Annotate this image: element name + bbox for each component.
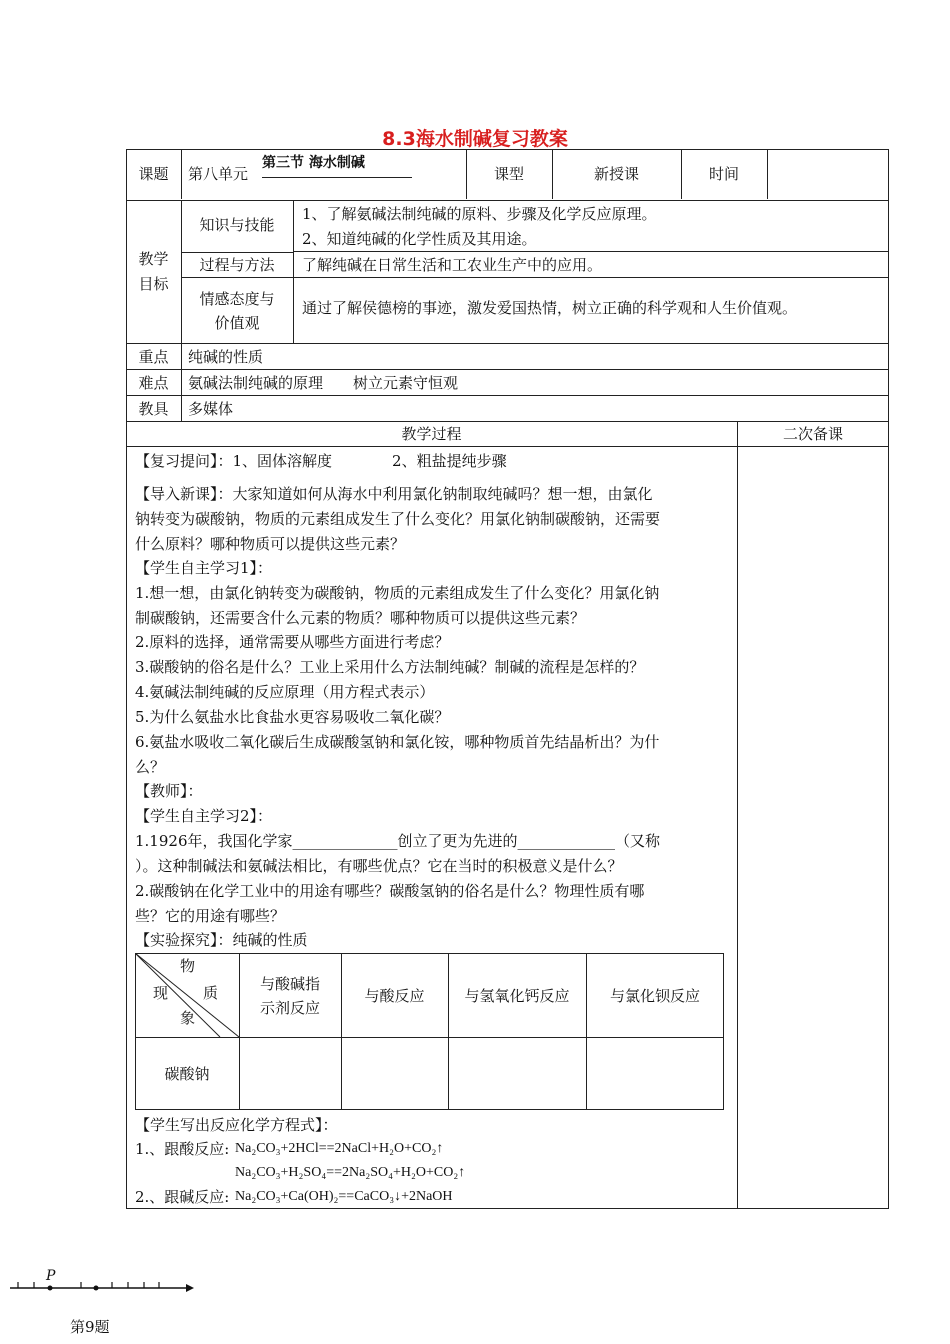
tools-text: 多媒体 (188, 400, 234, 418)
page-title: 8.3海水制碱复习教案 (382, 128, 568, 150)
equation-3: Na₂CO₃+Ca(OH)₂==CaCO₃↓+2NaOH (235, 1189, 453, 1204)
col-barium-chloride: 与氯化钡反应 (609, 987, 700, 1005)
question-6a: 6.氨盐水吸收二氧化碳后生成碳酸氢钠和氯化铵，哪种物质首先结晶析出？为什 (135, 733, 660, 751)
section-field: 第三节 海水制碱 (262, 155, 412, 178)
col-divider (737, 421, 738, 1209)
time-label: 时间 (708, 165, 739, 183)
row-divider (181, 277, 889, 278)
row-divider (181, 252, 293, 253)
experiment-title: 【实验探究】：纯碱的性质 (135, 931, 308, 949)
key-text: 纯碱的性质 (188, 348, 264, 366)
self-study-1-title: 【学生自主学习1】： (135, 559, 273, 577)
emotion-label-1: 情感态度与 (199, 290, 275, 308)
process-text: 了解纯碱在日常生活和工农业生产中的应用。 (302, 256, 603, 274)
eq1-prefix: 1.、跟酸反应: (135, 1140, 230, 1158)
difficulty-text: 氨碱法制纯碱的原理 树立元素守恒观 (188, 374, 459, 392)
keti-label: 课题 (138, 165, 169, 183)
goals-label-1: 教学 (138, 250, 169, 268)
row-divider (126, 369, 889, 370)
row-divider (126, 343, 889, 344)
exp-col-divider (586, 953, 587, 1110)
question-6b: 么？ (135, 758, 166, 776)
emotion-label-2: 价值观 (214, 314, 260, 332)
question-5: 5.为什么氨盐水比食盐水更容易吸收二氧化碳？ (135, 708, 450, 726)
row-divider (293, 251, 889, 252)
type-label: 课型 (493, 165, 524, 183)
equation-1: Na₂CO₃+2HCl==2NaCl+H₂O+CO₂↑ (235, 1141, 444, 1156)
col-acid: 与酸反应 (364, 987, 425, 1005)
question-1b: 制碳酸钠，还需要含什么元素的物质？哪种物质可以提供这些元素？ (135, 609, 586, 627)
diag-label-xian: 现 (153, 984, 169, 1002)
col-indicator-2: 示剂反应 (259, 999, 320, 1017)
col-indicator-1: 与酸碱指 (259, 975, 320, 993)
s2-question-1a: 1.1926年，我国化学家______________创立了更为先进的_____________（又称 (135, 832, 660, 850)
s2-question-2a: 2.碳酸钠在化学工业中的用途有哪些？碳酸氢钠的俗名是什么？物理性质有哪 (135, 882, 645, 900)
knowledge-line-1: 1、了解氨碱法制纯碱的原料、步骤及化学反应原理。 (302, 205, 657, 223)
diag-label-zhi: 质 (203, 984, 219, 1002)
question-number: 第9题 (70, 1318, 110, 1336)
intro-line-3: 什么原料？哪种物质可以提供这些元素？ (135, 535, 406, 553)
intro-line-1: 【导入新课】：大家知道如何从海水中利用氯化钠制取纯碱吗？想一想，由氯化 (135, 485, 653, 503)
exp-col-divider (341, 953, 342, 1110)
unit-label: 第八单元 (188, 165, 249, 183)
process-label: 过程与方法 (199, 256, 275, 274)
point-label: P (46, 1268, 56, 1284)
row-divider (126, 395, 889, 396)
key-label: 重点 (138, 348, 169, 366)
s2-question-2b: 些？它的用途有哪些？ (135, 907, 286, 925)
equations-title: 【学生写出反应化学方程式】： (135, 1116, 338, 1134)
goals-label-2: 目标 (138, 275, 169, 293)
exp-col-divider (448, 953, 449, 1110)
question-4: 4.氨碱法制纯碱的反应原理（用方程式表示） (135, 683, 435, 701)
self-study-2-title: 【学生自主学习2】： (135, 807, 273, 825)
s2-question-1b: ）。这种制碱法和氨碱法相比，有哪些优点？它在当时的积极意义是什么？ (135, 857, 623, 875)
teacher-line: 【教师】： (135, 782, 203, 800)
diag-label-wu: 物 (180, 957, 196, 975)
intro-line-2: 钠转变为碳酸钠，物质的元素组成发生了什么变化？用氯化钠制碳酸钠，还需要 (135, 510, 661, 528)
row-divider (126, 200, 889, 201)
row-divider (126, 446, 889, 447)
row-sodium-carbonate: 碳酸钠 (164, 1065, 210, 1083)
question-3: 3.碳酸钠的俗名是什么？工业上采用什么方法制纯碱？制碱的流程是怎样的？ (135, 658, 645, 676)
difficulty-label: 难点 (138, 374, 169, 392)
tools-label: 教具 (138, 400, 169, 418)
emotion-text: 通过了解侯德榜的事迹，激发爱国热情，树立正确的科学观和人生价值观。 (302, 299, 798, 317)
review-line: 【复习提问】：1、固体溶解度 2、粗盐提纯步骤 (135, 452, 507, 470)
type-value: 新授课 (593, 165, 639, 183)
number-line-figure (10, 1270, 210, 1310)
col-divider (293, 200, 294, 343)
question-2: 2.原料的选择，通常需要从哪些方面进行考虑？ (135, 633, 450, 651)
diag-label-xiang: 象 (180, 1009, 196, 1027)
eq3-prefix: 2.、跟碱反应: (135, 1188, 230, 1206)
knowledge-label: 知识与技能 (199, 216, 275, 234)
revision-header: 二次备课 (782, 425, 843, 443)
knowledge-line-2: 2、知道纯碱的化学性质及其用途。 (302, 230, 537, 248)
equation-2: Na₂CO₃+H₂SO₄==2Na₂SO₄+H₂O+CO₂↑ (235, 1165, 466, 1180)
col-calcium-hydroxide: 与氢氧化钙反应 (464, 987, 570, 1005)
process-header: 教学过程 (401, 425, 462, 443)
question-1a: 1.想一想，由氯化钠转变为碳酸钠，物质的元素组成发生了什么变化？用氯化钠 (135, 584, 660, 602)
col-divider (767, 149, 768, 199)
col-divider (181, 149, 182, 199)
row-divider (126, 421, 889, 422)
